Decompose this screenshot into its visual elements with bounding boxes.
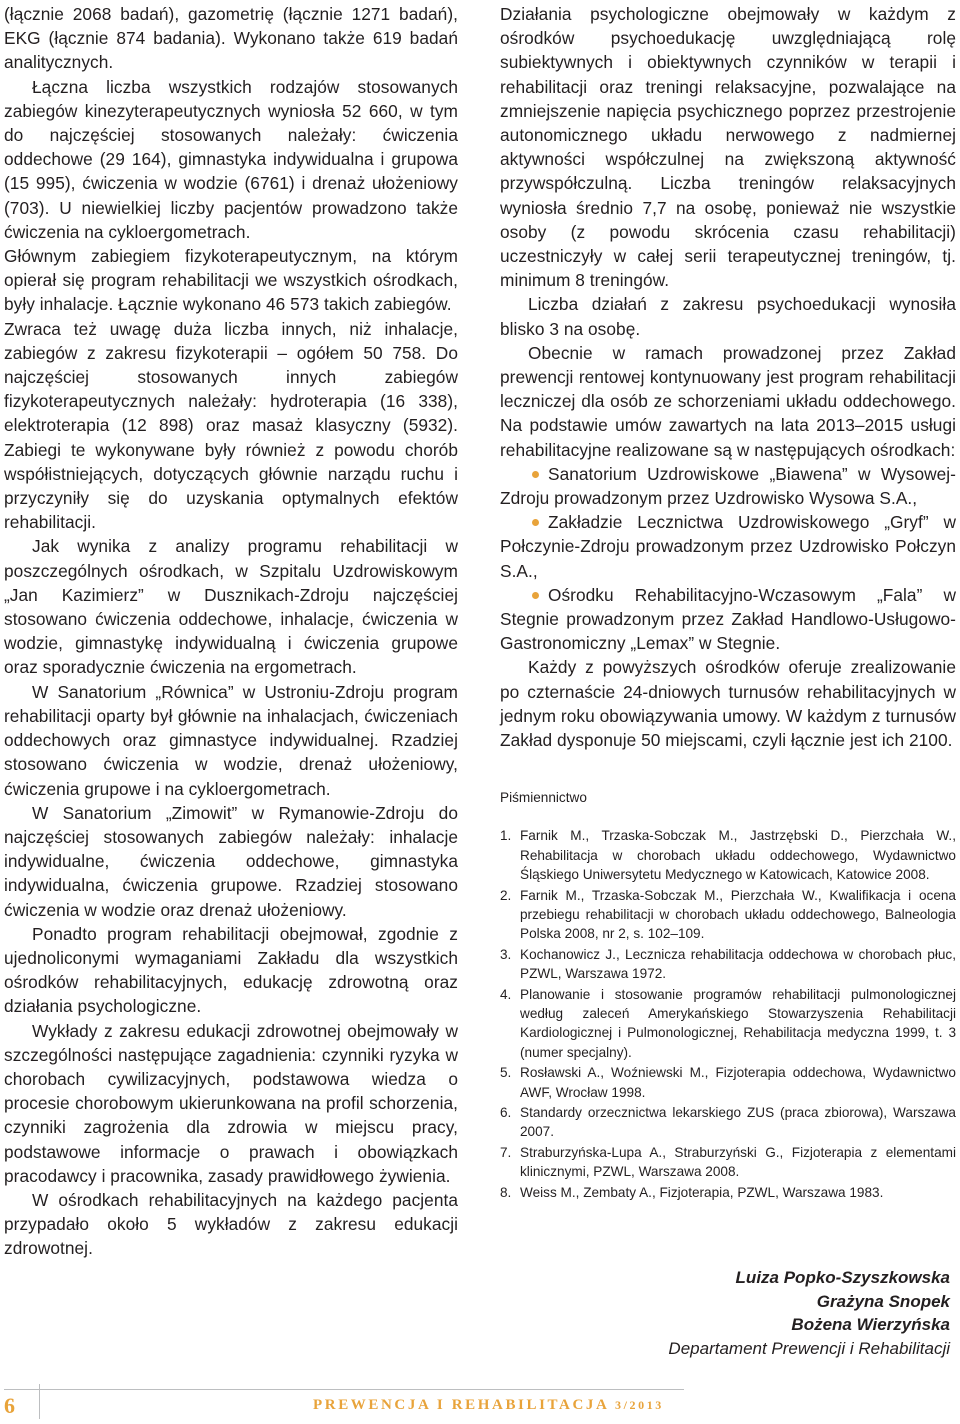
paragraph: Każdy z powyższych ośrodków oferuje zrealizowanie po czternaście 24-dniowych turnusów rehabilitacyjnych w jednym roku obowiązywania umowy. W każdym z turnusów Zakład dysponuje 50 miejscami, czyli łącznie jest ich 2100. [500,657,956,751]
list-item [500,583,956,656]
list-item [500,462,956,510]
references-heading: Piśmiennictwo [500,790,587,806]
paragraph: Obecnie w ramach prowadzonej przez Zakład prewencji rentowej kontynuowany jest program rehabilitacji leczniczej dla osób ze schorzeniami układu oddechowego. Na podstawie umów zawartych na lata 2013–2015 usługi rehabilitacyjne realizowane są w następujących ośrodkach: [500,342,956,460]
journal-footer [313,1397,664,1414]
author-name: Grażyna Snopek [816,1291,950,1311]
left-column [4,2,458,1261]
reference-number: 1. [500,828,512,844]
paragraph: Działania psychologiczne obejmowały w każdym z ośrodków psychoedukację uwzględniającą rolę subiektywnych i obiektywnych czynników w terapii i rehabilitacji oraz treningi relaksacyjne, pozwalające na zmniejszenie napięcia psychicznego poprzez przestrojenie autonomicznego układu nerwowego z nadmiernej aktywności współczulnej na zwiększoną aktywność przywspółczulną. Liczba treningów relaksacyjnych wyniosła średnio 7,7 na osobę, ponieważ nie wszystkie osoby (z powodu skrócenia czasu rehabilitacji) uczestniczyły w całej serii terapeutycznej treningów, tj. minimum 8 treningów. [500,4,956,291]
reference-text: Planowanie i stosowanie programów rehabilitacji pulmonologicznej według zaleceń Amerykańskiego Stowarzyszenia Rehabilitacji Kardiologicznej i Pulmonologicznej, Rehabilitacja medyczna 1999, t. 3 (numer specjalny). [520,986,956,1060]
reference-number: 5. [500,1065,512,1081]
reference-item [500,1183,956,1202]
reference-item [500,826,956,884]
paragraph: Ponadto program rehabilitacji obejmował, zgodnie z ujednoliconymi wymaganiami Zakładu dla wszystkich ośrodków rehabilitacyjnych, edukację zdrowotną oraz działania psychologiczne. [4,923,458,1017]
author-name: Bożena Wierzyńska [791,1315,950,1334]
reference-number: 6. [500,1104,512,1120]
journal-title: PREWENCJA I REHABILITACJA [313,1397,609,1413]
reference-number: 4. [500,986,512,1002]
bullet-icon [532,471,539,478]
reference-item [500,886,956,944]
reference-number: 2. [500,887,512,903]
footer-rule-tick [39,1384,40,1419]
references-list [500,826,956,1202]
list-item-text: Sanatorium Uzdrowiskowe „Biawena” w Wysowej-Zdroju prowadzonym przez Uzdrowisko Wysowa S.A., [500,463,956,509]
paragraph: Zwraca też uwagę duża liczba innych, niż inhalacje, zabiegów z zakresu fizykoterapii – ogółem 50 758. Do najczęściej stosowanych innych zabiegów fizykoterapeutycznych należały: hydroterapia (16 338), elektroterapia (12 898) oraz masaż klasyczny (5932). Zabiegi te wykonywane były również z powodu chorób współistniejących, dotyczących głównie narządu ruchu i przyczyniły się do uzyskania optymalnych efektów rehabilitacji. [4,318,458,533]
paragraph: Liczba działań z zakresu psychoedukacji wynosiła blisko 3 na osobę. [500,294,956,339]
reference-text: Standardy orzecznictwa lekarskiego ZUS (praca zbiorowa), Warszawa 2007. [520,1104,956,1140]
right-column [500,2,956,1203]
reference-text: Weiss M., Zembaty A., Fizjoterapia, PZWL, Warszawa 1983. [520,1184,884,1200]
paragraph: Wykłady z zakresu edukacji zdrowotnej obejmowały w szczególności następujące zagadnienia: czynniki ryzyka w chorobach cywilizacyjnych, podstawowa wiedza o procesie chorobowym ukierunkowana na profil schorzenia, czynniki zagrożenia dla zdrowia w miejscu pracy, podstawowe informacje o prawach i obowiązkach pracodawcy i pracownika, zasady prawidłowego żywienia. [4,1020,458,1186]
footer-rule [4,1389,684,1390]
reference-number: 7. [500,1144,512,1160]
paragraph: W ośrodkach rehabilitacyjnych na każdego pacjenta przypadało około 5 wykładów z zakresu edukacji zdrowotnej. [4,1189,458,1259]
author-name: Luiza Popko-Szyszkowska [735,1268,950,1287]
reference-number: 8. [500,1184,512,1200]
reference-text: Farnik M., Trzaska-Sobczak M., Pierzchała W., Kwalifikacja i ocena przebiegu rehabilitacji w chorobach układu oddechowego, Balneologia Polska 2008, nr 2, s. 102–109. [520,887,956,942]
reference-number: 3. [500,946,512,962]
author-department: Departament Prewencji i Rehabilitacji [668,1338,950,1358]
reference-text: Rosławski A., Woźniewski M., Fizjoterapia oddechowa, Wydawnictwo AWF, Wrocław 1998. [520,1065,956,1100]
paragraph: Głównym zabiegiem fizykoterapeutycznym, na którym opierał się program rehabilitacji we wszystkich ośrodkach, były inhalacje. Łącznie wykonano 46 573 takich zabiegów. [4,246,458,315]
list-item-text: Ośrodku Rehabilitacyjno-Wczasowym „Fala” w Stegnie prowadzonym przez Zakład Handlowo-Usługowo-Gastronomiczny „Lemax” w Stegnie. [500,584,956,654]
reference-text: Farnik M., Trzaska-Sobczak M., Jastrzębski D., Pierzchała W., Rehabilitacja w chorobach układu oddechowego, Wydawnictwo Śląskiego Uniwersytetu Medycznego w Katowicach, Katowice 2008. [520,828,956,883]
paragraph: Łączna liczba wszystkich rodzajów stosowanych zabiegów kinezyterapeutycznych wyniosła 52 660, w tym do najczęściej stosowanych należały: ćwiczenia oddechowe (29 164), gimnastyka indywidualna i grupowa (15 995), ćwiczenia w wodzie (6761) i drenaż ułożeniowy (703). U niewielkiej liczby pacjentów prowadzono także ćwiczenia na cykloergometrach. [4,76,458,242]
reference-item [500,1063,956,1102]
reference-item [500,985,956,1063]
page-number: 6 [4,1393,15,1418]
paragraph: Jak wynika z analizy programu rehabilitacji w poszczególnych ośrodkach, w Szpitalu Uzdrowiskowym „Jan Kazimierz” w Dusznikach-Zdroju najczęściej stosowano ćwiczenia oddechowe, inhalacje, ćwiczenia w wodzie, gimnastykę indywidualną i ćwiczenia grupowe oraz sporadycznie ćwiczenia na ergometrach. [4,536,458,678]
reference-item [500,1143,956,1182]
journal-issue: 3/2013 [614,1398,664,1412]
reference-text: Kochanowicz J., Lecznicza rehabilitacja oddechowa w chorobach płuc, PZWL, Warszawa 1972. [520,946,956,982]
author-signature [668,1266,950,1360]
paragraph: W Sanatorium „Równica” w Ustroniu-Zdroju program rehabilitacji oparty był głównie na inhalacjach, ćwiczeniach oddechowych oraz gimnastyce indywidualnej. Rzadziej stosowano ćwiczenia w wodzie, drenaż ułożeniowy, ćwiczenia grupowe i na cykloergometrach. [4,681,458,799]
reference-item [500,1103,956,1142]
list-item-text: Zakładzie Lecznictwa Uzdrowiskowego „Gryf” w Połczynie-Zdroju prowadzonym przez Uzdrowisko Połczyn S.A., [500,512,956,581]
paragraph: (łącznie 2068 badań), gazometrię (łącznie 1271 badań), EKG (łącznie 874 badania). Wykonano także 619 badań analitycznych. [4,4,458,73]
reference-text: Straburzyńska-Lupa A., Straburzyński G., Fizjoterapia z elementami klinicznymi, PZWL, Warszawa 2008. [520,1144,956,1180]
bullet-icon [532,592,539,599]
list-item [500,510,956,583]
paragraph: W Sanatorium „Zimowit” w Rymanowie-Zdroju do najczęściej stosowanych zabiegów należały: inhalacje indywidualne, ćwiczenia oddechowe, gimnastyka indywidualna, ćwiczenia grupowe. Rzadziej stosowano ćwiczenia w wodzie oraz drenaż ułożeniowy. [4,802,458,920]
reference-item [500,945,956,984]
bullet-icon [532,519,539,526]
